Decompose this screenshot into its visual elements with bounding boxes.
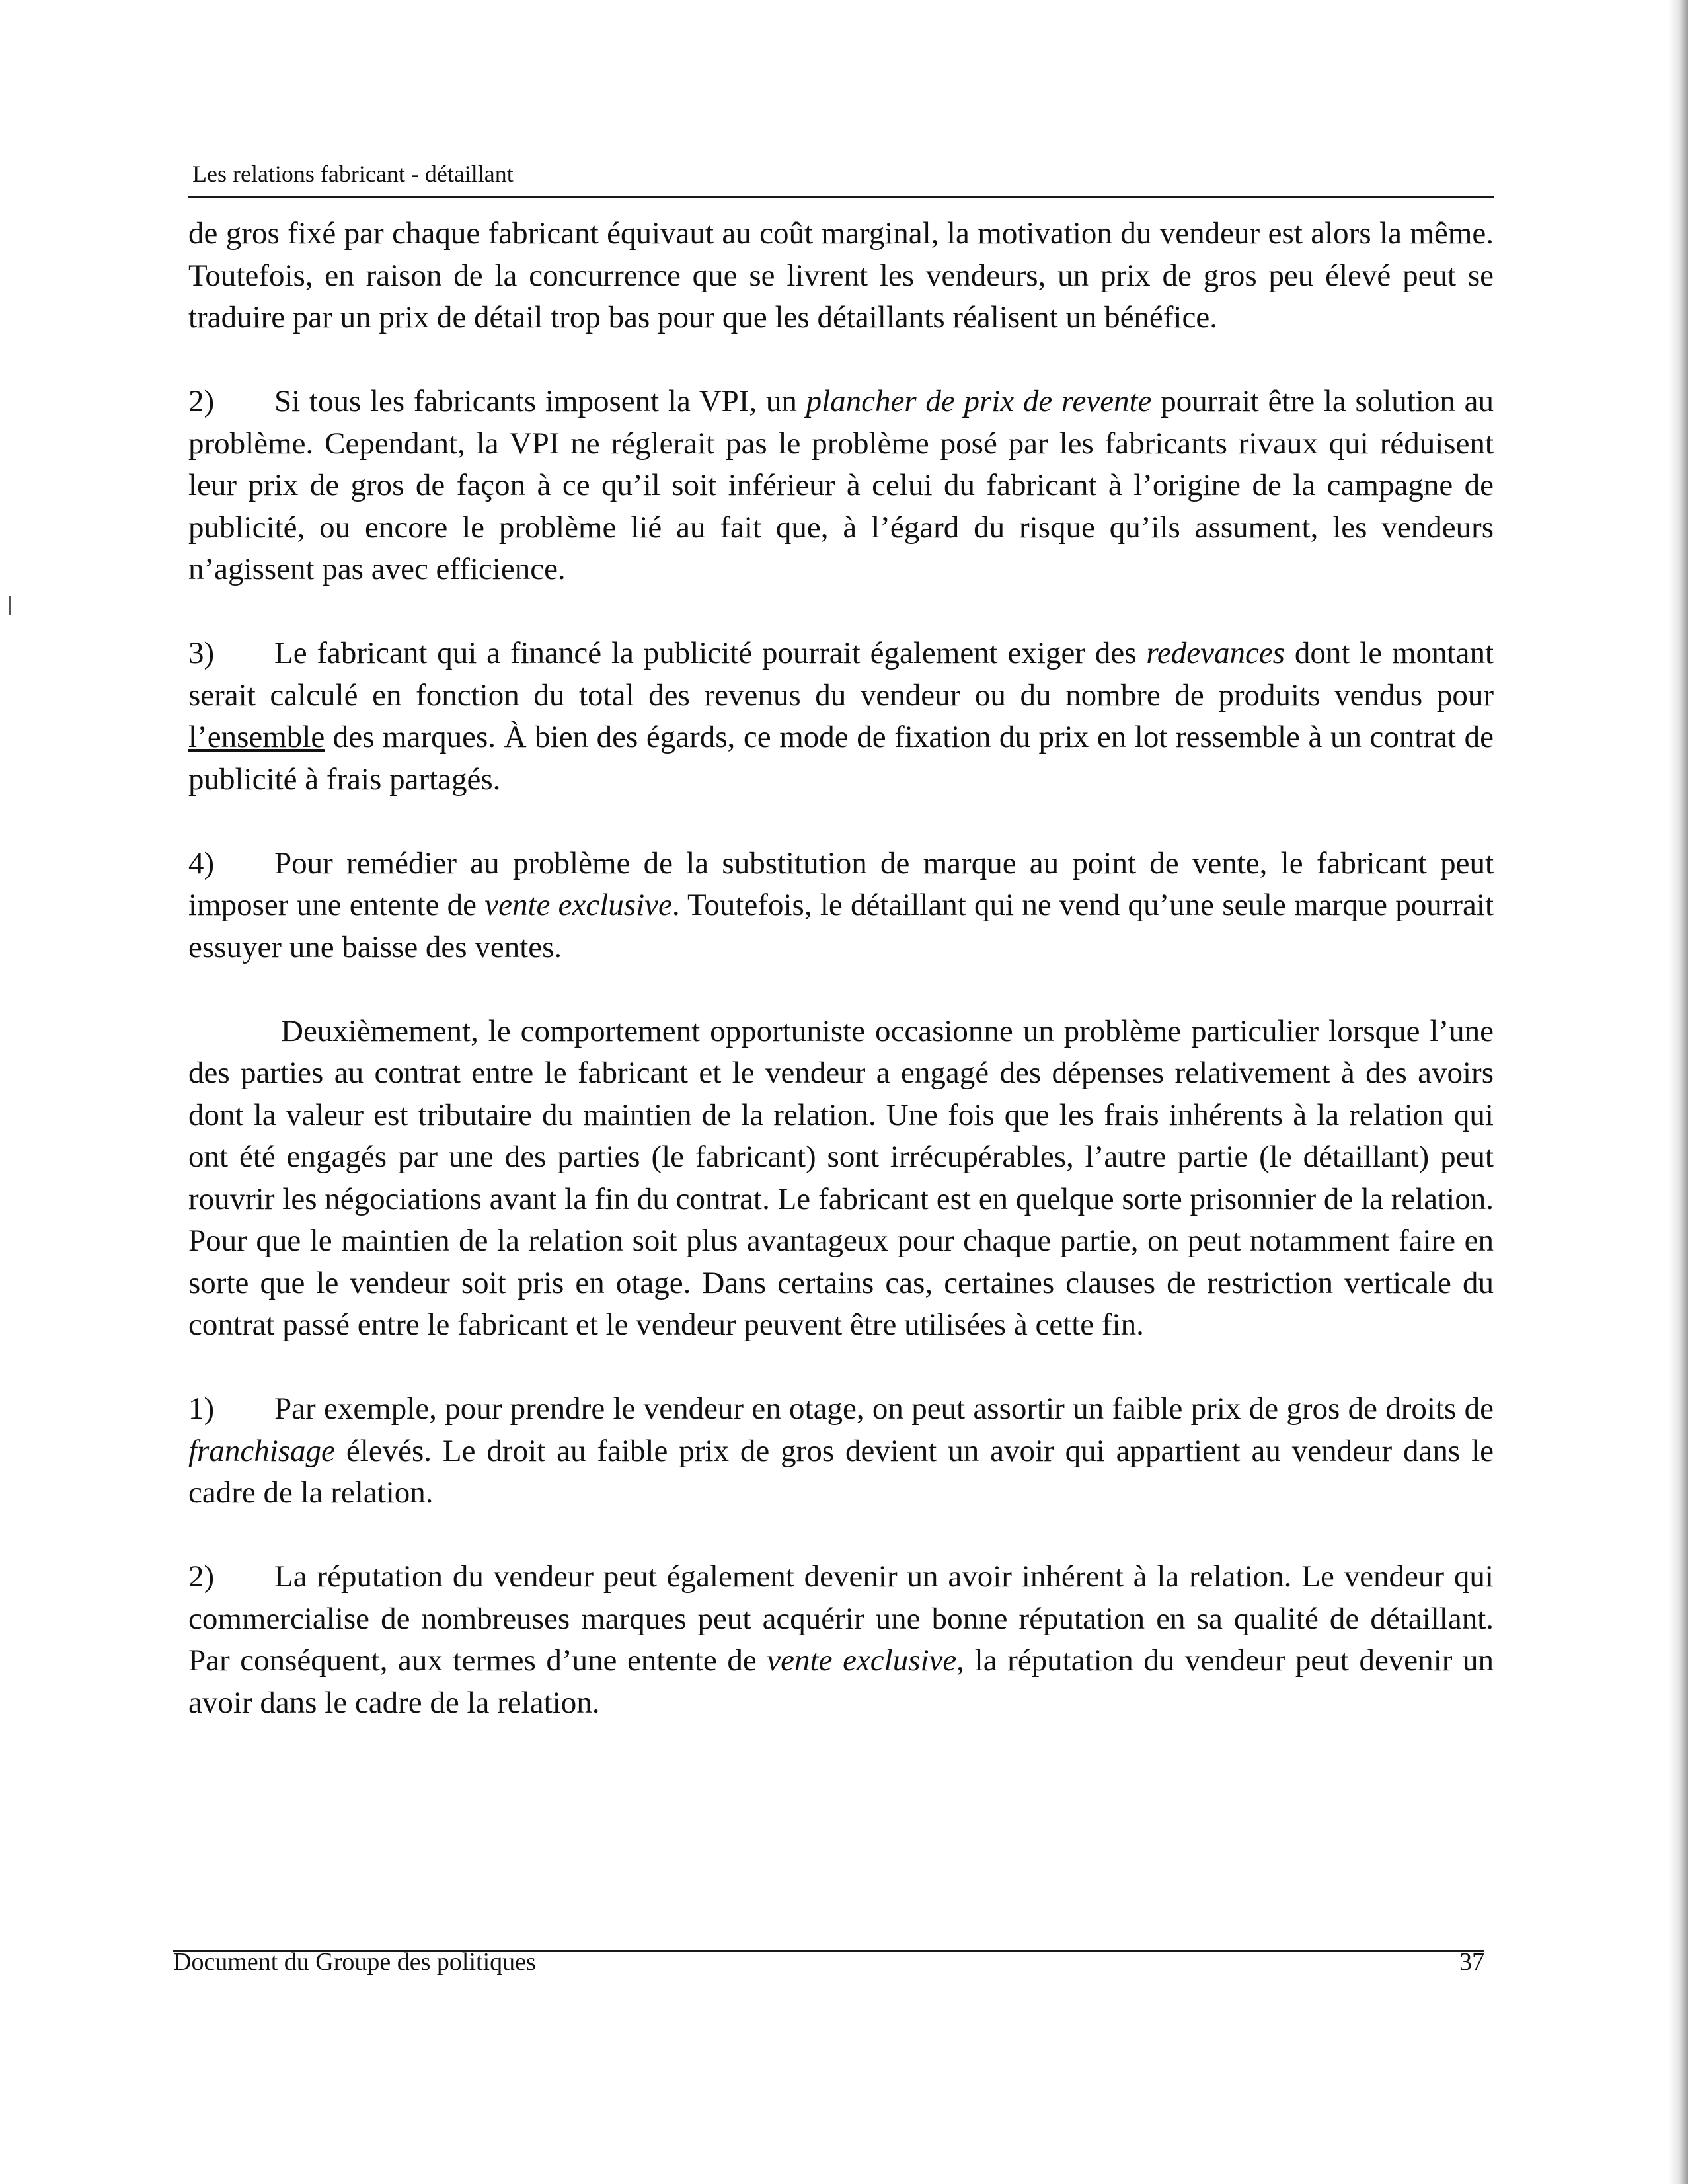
item-number: 2) bbox=[188, 1559, 215, 1594]
item-number: 3) bbox=[188, 636, 215, 670]
page-number: 37 bbox=[1459, 1948, 1484, 1976]
margin-mark bbox=[9, 596, 11, 615]
underlined-term: l’ensemble bbox=[188, 720, 325, 754]
list-item-3-redevances bbox=[188, 633, 1494, 800]
body-text bbox=[188, 213, 1494, 1724]
italic-term: vente exclusive bbox=[767, 1643, 957, 1678]
italic-term: franchisage bbox=[188, 1433, 335, 1468]
page-footer bbox=[173, 1950, 1484, 1976]
paragraph-continuation: de gros fixé par chaque fabricant équivaut au coût marginal, la motivation du vendeur est alors la même. Toutefois, en raison de la concurrence que se livrent les vendeurs, un prix de gros peu élevé peut se traduire par un prix de détail trop bas pour que les détaillants réalisent un bénéfice. bbox=[188, 216, 1494, 334]
item-number: 4) bbox=[188, 845, 215, 880]
item-number: 2) bbox=[188, 384, 215, 418]
item-text: . Toutefois, le détaillant qui ne vend qu’une seule marque pourrait essuyer une baisse des ventes. bbox=[188, 888, 1494, 964]
running-title: Les relations fabricant - détaillant bbox=[192, 161, 514, 187]
item-text: , la réputation du vendeur peut devenir un avoir dans le cadre de la relation. bbox=[188, 1643, 1494, 1720]
footer-source: Document du Groupe des politiques bbox=[173, 1948, 536, 1976]
item-text: des marques. À bien des égards, ce mode de fixation du prix en lot ressemble à un contrat de publicité à frais partagés. bbox=[188, 720, 1494, 797]
item-text: élevés. Le droit au faible prix de gros devient un avoir qui appartient au vendeur dans le cadre de la relation. bbox=[188, 1433, 1494, 1510]
list-item-4-vente-exclusive bbox=[188, 843, 1494, 969]
scan-edge-shadow bbox=[1668, 0, 1688, 2184]
page-header bbox=[188, 157, 1494, 198]
item-text: pourrait être la solution au problème. Cependant, la VPI ne réglerait pas le problème posé par les fabricants rivaux qui réduisent leur prix de gros de façon à ce qu’il soit inférieur à celui du fabricant à l’origine de la campagne de publicité, ou encore le problème lié au fait que, à l’égard du risque qu’ils assument, les vendeurs n’agissent pas avec efficience. bbox=[188, 384, 1494, 586]
paragraph-deuxiemement: Deuxièmement, le comportement opportuniste occasionne un problème particulier lorsque l’une des parties au contrat entre le fabricant et le vendeur a engagé des dépenses relativement à des avoirs dont la valeur est tributaire du maintien de la relation. Une fois que les frais inhérents à la relation qui ont été engagés par une des parties (le fabricant) sont irrécupérables, l’autre partie (le détaillant) peut rouvrir les négociations avant la fin du contrat. Le fabricant est en quelque sorte prisonnier de la relation. Pour que le maintien de la relation soit plus avantageux pour chaque partie, on peut notamment faire en sorte que le vendeur soit pris en otage. Dans certains cas, certaines clauses de restriction verticale du contrat passé entre le fabricant et le vendeur peuvent être utilisées à cette fin. bbox=[188, 1013, 1494, 1342]
item-text: Par exemple, pour prendre le vendeur en otage, on peut assortir un faible prix de gros de droits de bbox=[274, 1391, 1494, 1426]
list-item-1-franchisage bbox=[188, 1388, 1494, 1514]
item-text: dont le montant serait calculé en fonction du total des revenus du vendeur ou du nombre de produits vendus pour bbox=[188, 636, 1494, 713]
item-text: Le fabricant qui a financé la publicité pourrait également exiger des bbox=[274, 636, 1147, 670]
list-item-2-vpi bbox=[188, 381, 1494, 591]
italic-term: vente exclusive bbox=[484, 888, 672, 922]
list-item-2-reputation bbox=[188, 1556, 1494, 1724]
item-number: 1) bbox=[188, 1391, 215, 1426]
item-text: Pour remédier au problème de la substitution de marque au point de vente, le fabricant peut imposer une entente de bbox=[188, 845, 1494, 922]
italic-term: plancher de prix de revente bbox=[806, 384, 1152, 418]
italic-term: redevances bbox=[1146, 636, 1285, 670]
item-text: Si tous les fabricants imposent la VPI, un bbox=[274, 384, 806, 418]
item-text: La réputation du vendeur peut également devenir un avoir inhérent à la relation. Le vendeur qui commercialise de nombreuses marques peut acquérir une bonne réputation en sa qualité de détaillant. Par conséquent, aux termes d’une entente de bbox=[188, 1559, 1494, 1678]
